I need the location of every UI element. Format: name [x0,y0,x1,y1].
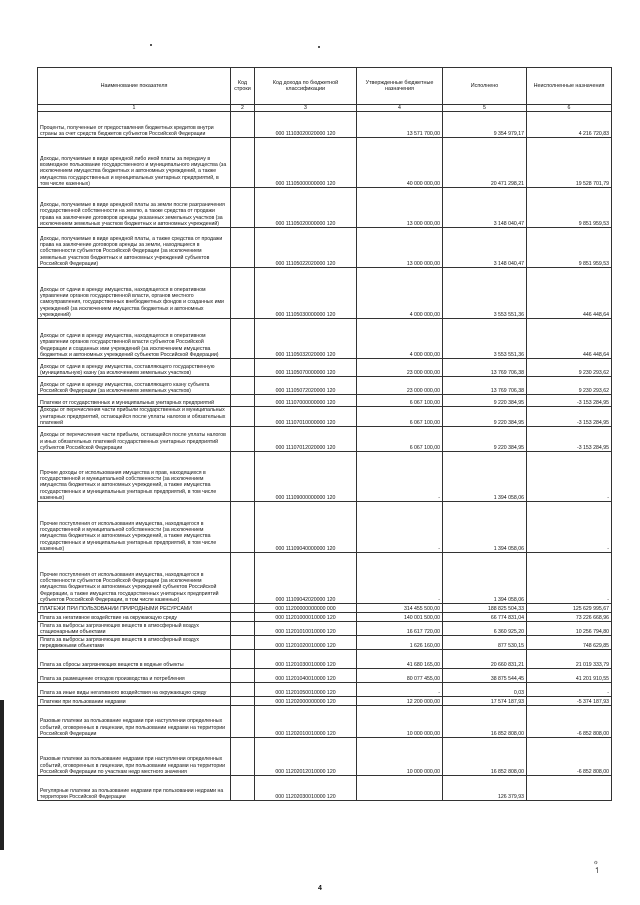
table-row [38,395,612,407]
cell-code: 000 11201010010000 120 [255,622,357,636]
cell-approved: 12 200 000,00 [357,697,443,706]
table-row [38,377,612,395]
cell-code: 000 11109040000000 120 [255,502,357,553]
cell-approved: - [357,553,443,604]
cell-unexecuted: 9 851 959,53 [527,228,612,268]
table-row [38,407,612,427]
revenue-report-table [37,67,612,801]
cell-approved: 80 077 455,00 [357,669,443,683]
cell-approved: 4 000 000,00 [357,319,443,359]
cell-code: 000 11200000000000 000 [255,604,357,613]
cell-name: ПЛАТЕЖИ ПРИ ПОЛЬЗОВАНИИ ПРИРОДНЫМИ РЕСУРСАМИ [38,604,231,613]
cell-unexecuted: -6 852 808,00 [527,706,612,738]
cell-executed: 20 660 831,21 [443,650,527,669]
cell-executed: 3 553 551,36 [443,319,527,359]
table-row [38,427,612,452]
cell-name: Доходы от сдачи в аренду имущества, находящегося в оперативном управлении органов государственной власти, органов местного самоуправления, государственных внебюджетных фондов и созданных ими учреждений (за исключением имущества бюджетных и автономных учреждений) [38,268,231,319]
cell-name: Прочие доходы от использования имущества и прав, находящихся в государственной и муниципальной собственности (за исключением имущества бюджетных и автономных учреждений, а также имущества государственных и муниципальных унитарных предприятий, в том числе казенных) [38,452,231,502]
cell-unexecuted: -5 374 187,93 [527,697,612,706]
cell-code: 000 11103020020000 120 [255,112,357,138]
cell-unexecuted: - [527,683,612,697]
table-row [38,738,612,776]
cell-line [231,553,255,604]
table-row [38,636,612,650]
cell-executed: 1 394 058,06 [443,502,527,553]
cell-executed: 877 530,15 [443,636,527,650]
header-executed: Исполнено [443,68,527,105]
table-row [38,776,612,801]
table-row [38,622,612,636]
cell-executed: 9 220 384,95 [443,395,527,407]
cell-approved: 140 001 500,00 [357,613,443,622]
column-number-row [38,105,612,112]
header-line: Код строки [231,68,255,105]
cell-executed: 3 148 040,47 [443,228,527,268]
cell-approved: 6 067 100,00 [357,427,443,452]
cell-code: 000 11105030000000 120 [255,268,357,319]
column-number: 4 [357,105,443,112]
table-row [38,502,612,553]
cell-executed: 1 394 058,06 [443,553,527,604]
cell-executed: 9 354 979,17 [443,112,527,138]
cell-executed: 66 774 831,04 [443,613,527,622]
cell-approved: - [357,683,443,697]
cell-approved: 41 680 165,00 [357,650,443,669]
cell-line [231,604,255,613]
cell-name: Проценты, полученные от предоставления бюджетных кредитов внутри страны за счет средств бюджетов субъектов Российской Федерации [38,112,231,138]
cell-executed: 13 769 706,38 [443,377,527,395]
cell-name: Доходы от сдачи в аренду имущества, составляющего государственную (муниципальную) казну (за исключением земельных участков) [38,359,231,377]
cell-code: 000 11202000000000 120 [255,697,357,706]
cell-line [231,683,255,697]
cell-line [231,112,255,138]
column-number: 6 [527,105,612,112]
cell-approved: - [357,502,443,553]
cell-approved: 6 067 100,00 [357,407,443,427]
page-number: 4 [318,885,322,892]
cell-line [231,319,255,359]
table-row [38,452,612,502]
cell-executed: 9 220 384,95 [443,407,527,427]
cell-name: Доходы от перечисления части прибыли государственных и муниципальных унитарных предприятий, остающейся после уплаты налогов и обязательных платежей [38,407,231,427]
cell-executed: 3 553 551,36 [443,268,527,319]
column-number: 1 [38,105,231,112]
cell-code: 000 11107000000000 120 [255,395,357,407]
cell-name: Доходы, получаемые в виде арендной платы за земли после разграничения государственной собственности на землю, а также средства от продажи права на заключение договоров аренды указанных земельных участков (за исключением земельных участков бюджетных и автономных учреждений) [38,188,231,228]
cell-approved: 6 067 100,00 [357,395,443,407]
cell-unexecuted: -6 852 808,00 [527,738,612,776]
cell-approved [357,776,443,801]
table-header-row [38,68,612,105]
header-code: Код дохода по бюджетной классификации [255,68,357,105]
cell-executed: 16 852 808,00 [443,738,527,776]
cell-line [231,776,255,801]
cell-unexecuted: - [527,502,612,553]
table-row [38,359,612,377]
cell-code: 000 11105020000000 120 [255,188,357,228]
cell-approved: - [357,452,443,502]
cell-executed: 20 471 298,21 [443,138,527,188]
cell-line [231,359,255,377]
cell-executed: 17 574 187,93 [443,697,527,706]
cell-name: Разовые платежи за пользование недрами при наступлении определенных событий, оговоренных в лицензии, при пользовании недрами на территории Российской Федерации [38,706,231,738]
cell-unexecuted: 446 448,64 [527,268,612,319]
cell-name: Плата за иные виды негативного воздействия на окружающую среду [38,683,231,697]
table-row [38,112,612,138]
cell-name: Прочие поступления от использования имущества, находящегося в собственности субъектов Российской Федерации (за исключением имущества бюджетных и автономных учреждений субъектов Российской Федерации, а также имущества государственных унитарных предприятий субъектов Российской Федерации, в том числе казенных) [38,553,231,604]
cell-unexecuted: - [527,553,612,604]
cell-executed: 16 852 808,00 [443,706,527,738]
cell-unexecuted: 9 230 293,62 [527,359,612,377]
cell-unexecuted: 125 629 995,67 [527,604,612,613]
cell-line [231,407,255,427]
cell-code: 000 11105072020000 120 [255,377,357,395]
cell-name: Платежи от государственных и муниципальных унитарных предприятий [38,395,231,407]
cell-unexecuted: 73 226 668,96 [527,613,612,622]
table-row [38,188,612,228]
cell-name: Плата за выбросы загрязняющих веществ в атмосферный воздух стационарными объектами [38,622,231,636]
cell-executed: 0,03 [443,683,527,697]
cell-unexecuted: 21 019 333,79 [527,650,612,669]
table-row [38,604,612,613]
cell-executed: 1 394 058,06 [443,452,527,502]
cell-approved: 13 000 000,00 [357,188,443,228]
cell-approved: 1 626 160,00 [357,636,443,650]
cell-code: 000 11105022020000 120 [255,228,357,268]
cell-code: 000 11202010010000 120 [255,706,357,738]
cell-line [231,738,255,776]
cell-executed: 38 875 544,45 [443,669,527,683]
cell-unexecuted [527,776,612,801]
cell-line [231,613,255,622]
handwritten-mark: ℴ ↿ [594,857,601,875]
cell-name: Прочие поступления от использования имущества, находящегося в государственной и муниципальной собственности (за исключением имущества бюджетных и автономных учреждений, а также имущества государственных и муниципальных унитарных предприятий, в том числе казенных) [38,502,231,553]
cell-executed: 188 825 504,33 [443,604,527,613]
cell-approved: 10 000 000,00 [357,706,443,738]
cell-name: Доходы от сдачи в аренду имущества, находящегося в оперативном управлении органов государственной власти субъектов Российской Федерации и созданных ими учреждений (за исключением имущества бюджетных и автономных учреждений субъектов Российской Федерации) [38,319,231,359]
cell-unexecuted: 41 201 910,55 [527,669,612,683]
cell-unexecuted: 19 528 701,79 [527,138,612,188]
cell-name: Плата за негативное воздействие на окружающую среду [38,613,231,622]
cell-approved: 40 000 000,00 [357,138,443,188]
cell-line [231,622,255,636]
cell-unexecuted: -3 153 284,95 [527,395,612,407]
cell-line [231,636,255,650]
cell-code: 000 11105000000000 120 [255,138,357,188]
table-row [38,683,612,697]
column-number: 3 [255,105,357,112]
cell-approved: 16 617 720,00 [357,622,443,636]
cell-executed: 3 148 040,47 [443,188,527,228]
cell-line [231,650,255,669]
cell-line [231,452,255,502]
cell-name: Доходы, получаемые в виде арендной платы, а также средства от продажи права на заключение договоров аренды за земли, находящиеся в собственности субъектов Российской Федерации (за исключением земельных участков бюджетных и автономных учреждений субъектов Российской Федерации) [38,228,231,268]
cell-name: Плата за размещение отходов производства и потребления [38,669,231,683]
table-row [38,138,612,188]
cell-line [231,377,255,395]
cell-name: Регулярные платежи за пользование недрами при пользовании недрами на территории Российской Федерации [38,776,231,801]
cell-code: 000 11201050010000 120 [255,683,357,697]
table-row [38,706,612,738]
table-row [38,553,612,604]
cell-unexecuted: 748 629,85 [527,636,612,650]
table-row [38,613,612,622]
cell-code: 000 11109000000000 120 [255,452,357,502]
cell-executed: 13 769 706,38 [443,359,527,377]
cell-code: 000 11105070000000 120 [255,359,357,377]
cell-unexecuted: 9 851 959,53 [527,188,612,228]
table-row [38,650,612,669]
cell-code: 000 11107012020000 120 [255,427,357,452]
cell-code: 000 11201040010000 120 [255,669,357,683]
column-number: 5 [443,105,527,112]
cell-approved: 10 000 000,00 [357,738,443,776]
cell-line [231,138,255,188]
cell-line [231,669,255,683]
cell-unexecuted: 446 448,64 [527,319,612,359]
cell-approved: 4 000 000,00 [357,268,443,319]
cell-unexecuted: -3 153 284,95 [527,407,612,427]
scan-speck [150,44,152,46]
cell-unexecuted: 4 216 720,83 [527,112,612,138]
cell-approved: 23 000 000,00 [357,359,443,377]
cell-line [231,268,255,319]
cell-line [231,697,255,706]
cell-name: Плата за сбросы загрязняющих веществ в водные объекты [38,650,231,669]
cell-code: 000 11202030010000 120 [255,776,357,801]
table-row [38,268,612,319]
table-row [38,228,612,268]
cell-executed: 126 379,93 [443,776,527,801]
scan-edge-mark [0,700,4,850]
cell-unexecuted: - [527,452,612,502]
cell-name: Плата за выбросы загрязняющих веществ в атмосферный воздух передвижными объектами [38,636,231,650]
cell-name: Доходы от перечисления части прибыли, остающейся после уплаты налогов и иных обязательных платежей государственных унитарных предприятий субъектов Российской Федерации [38,427,231,452]
cell-code: 000 11201020010000 120 [255,636,357,650]
table-row [38,697,612,706]
cell-name: Доходы от сдачи в аренду имущества, составляющего казну субъекта Российской Федерации (за исключением земельных участков) [38,377,231,395]
cell-line [231,188,255,228]
cell-executed: 9 220 384,95 [443,427,527,452]
scan-speck [318,46,320,48]
cell-approved: 13 571 700,00 [357,112,443,138]
cell-code: 000 11201000010000 120 [255,613,357,622]
cell-unexecuted: 10 256 794,80 [527,622,612,636]
cell-name: Платежи при пользовании недрами [38,697,231,706]
cell-code: 000 11202012010000 120 [255,738,357,776]
cell-line [231,395,255,407]
cell-executed: 6 360 925,20 [443,622,527,636]
cell-line [231,502,255,553]
cell-code: 000 11109042020000 120 [255,553,357,604]
table-row [38,669,612,683]
cell-code: 000 11105032020000 120 [255,319,357,359]
cell-name: Доходы, получаемые в виде арендной либо иной платы за передачу в возмездное пользование государственного и муниципального имущества (за исключением имущества бюджетных и автономных учреждений, а также имущества государственных и муниципальных унитарных предприятий, в том числе казенных) [38,138,231,188]
cell-line [231,706,255,738]
cell-code: 000 11201030010000 120 [255,650,357,669]
cell-approved: 314 455 500,00 [357,604,443,613]
cell-line [231,228,255,268]
cell-name: Разовые платежи за пользование недрами при наступлении определенных событий, оговоренных в лицензии, при пользовании недрами на территории Российской Федерации по участкам недр местного значения [38,738,231,776]
cell-unexecuted: 9 230 293,62 [527,377,612,395]
table-row [38,319,612,359]
cell-approved: 13 000 000,00 [357,228,443,268]
header-name: Наименование показателя [38,68,231,105]
header-approved: Утвержденные бюджетные назначения [357,68,443,105]
column-number: 2 [231,105,255,112]
cell-line [231,427,255,452]
cell-unexecuted: -3 153 284,95 [527,427,612,452]
cell-code: 000 11107010000000 120 [255,407,357,427]
table-body [38,112,612,801]
header-unexecuted: Неисполненные назначения [527,68,612,105]
cell-approved: 23 000 000,00 [357,377,443,395]
